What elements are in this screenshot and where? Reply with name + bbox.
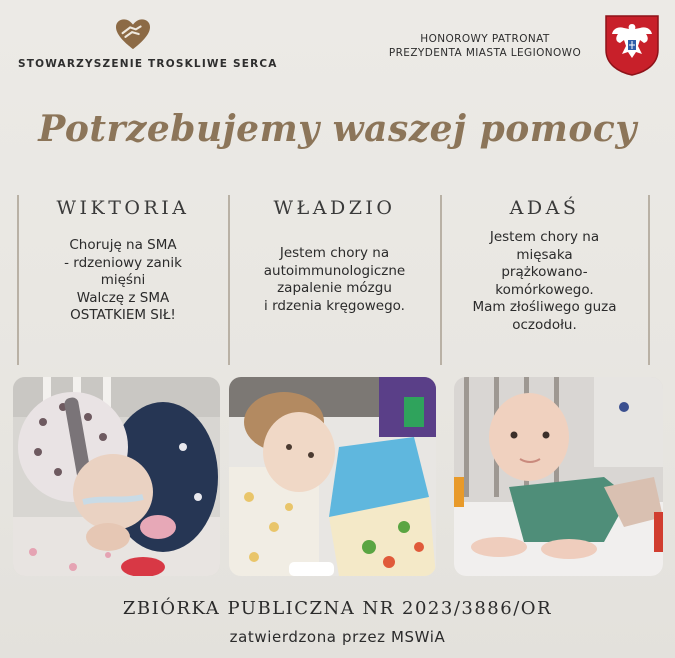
photo-wiktoria [13, 377, 220, 576]
description-line: mięśni [100, 272, 146, 288]
patronage-line-2: PREZYDENTA MIASTA LEGIONOWO [388, 47, 582, 59]
headline: Potrzebujemy waszej pomocy [38, 108, 637, 150]
child-card-adas [443, 195, 646, 365]
description-line: oczodołu. [512, 316, 577, 333]
child-description [231, 245, 438, 315]
child-description [443, 229, 646, 334]
photo-wladzio [229, 377, 436, 576]
collection-number: ZBIÓRKA PUBLICZNA NR 2023/3886/OR [122, 598, 553, 619]
child-card-wiktoria [20, 195, 226, 365]
eagle-crest-icon [604, 14, 660, 76]
patronage-text [380, 32, 590, 60]
description-line: Jestem chory na [279, 245, 390, 261]
child-name: WIKTORIA [56, 197, 190, 219]
child-name: WŁADZIO [273, 197, 396, 219]
description-line: zapalenie mózgu [277, 280, 392, 296]
heart-hands-icon [114, 18, 152, 52]
description-line: autoimmunologiczne [263, 262, 406, 279]
organization-name: STOWARZYSZENIE TROSKLIWE SERCA [18, 58, 278, 70]
description-line: Walczę z SMA [76, 289, 170, 306]
description-line: Mam złośliwego guza [472, 299, 617, 315]
description-line: komórkowego. [495, 281, 594, 298]
description-line: Choruję na SMA [69, 237, 177, 253]
patronage-line-1: HONOROWY PATRONAT [420, 33, 550, 45]
organization-logo [18, 18, 278, 70]
child-description [20, 237, 226, 325]
column-divider [228, 195, 230, 365]
column-divider [17, 195, 19, 365]
description-line: mięsaka [516, 246, 573, 263]
column-divider [440, 195, 442, 365]
description-line: Jestem chory na [489, 229, 600, 245]
child-card-wladzio [231, 195, 438, 365]
column-divider [648, 195, 650, 365]
description-line: i rdzenia kręgowego. [264, 297, 405, 314]
photo-adas [454, 377, 663, 576]
approval-text: zatwierdzona przez MSWiA [229, 628, 446, 646]
description-line: - rdzeniowy zanik [64, 254, 182, 271]
description-line: prążkowano- [501, 264, 588, 280]
description-line: OSTATKIEM SIŁ! [70, 307, 176, 323]
child-name: ADAŚ [509, 197, 580, 219]
